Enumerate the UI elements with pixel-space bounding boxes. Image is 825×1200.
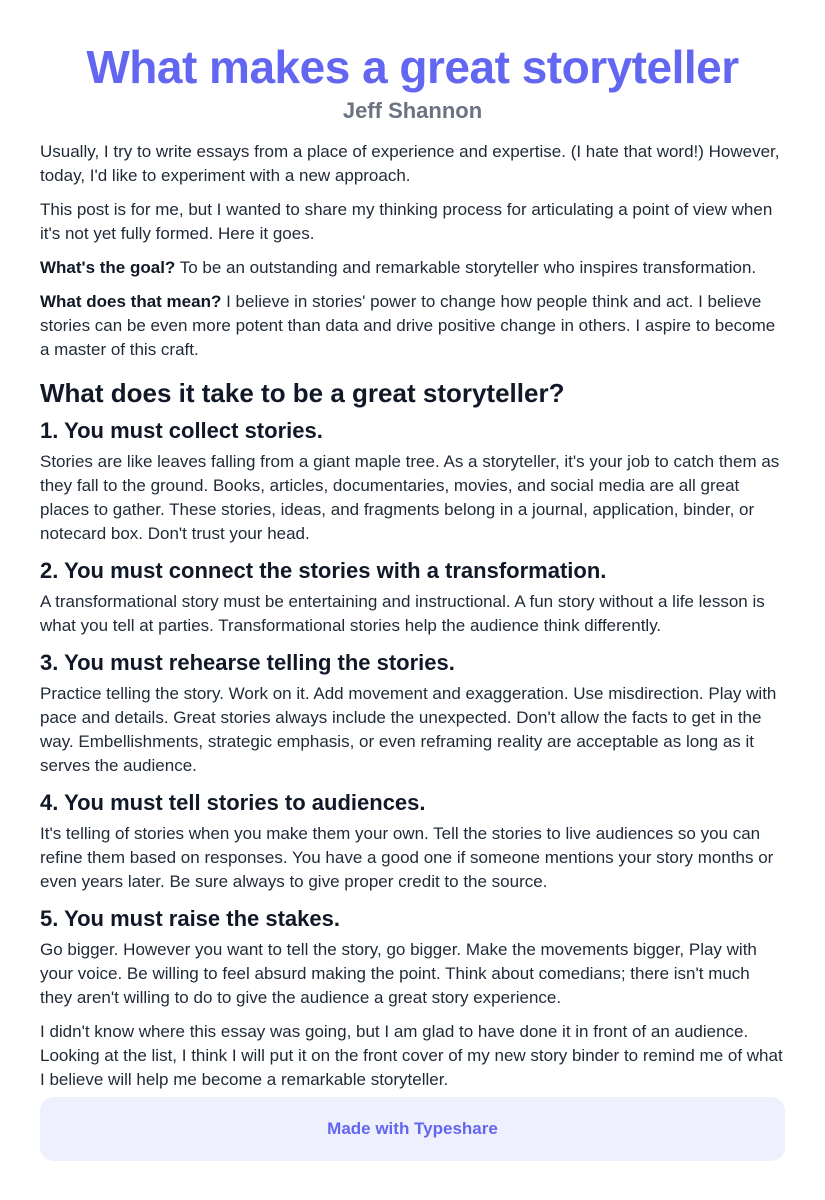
goal-paragraph — [40, 256, 785, 280]
meaning-label: What does that mean? — [40, 292, 222, 311]
section-body: It's telling of stories when you make them your own. Tell the stories to live audiences so you can refine them based on responses. You have a good one if someone mentions your story months or even years later. Be sure always to give proper credit to the source. — [40, 824, 774, 891]
section-heading: 3. You must rehearse telling the stories. — [40, 650, 455, 675]
goal-text: To be an outstanding and remarkable storyteller who inspires transformation. — [175, 258, 757, 277]
goal-label: What's the goal? — [40, 258, 176, 277]
section-heading: 1. You must collect stories. — [40, 418, 323, 443]
conclusion-paragraph: I didn't know where this essay was going, but I am glad to have done it in front of an audience. Looking at the list, I think I will put it on the front cover of my new story binder to remind me of what I believe will help me become a remarkable storyteller. — [40, 1022, 783, 1089]
main-heading: What does it take to be a great storyteller? — [40, 378, 565, 408]
section-connect — [40, 556, 785, 638]
intro-paragraph-1: Usually, I try to write essays from a place of experience and expertise. (I hate that word!) However, today, I'd like to experiment with a new approach. — [40, 142, 780, 185]
author-name: Jeff Shannon — [342, 98, 483, 123]
typeshare-footer[interactable] — [40, 1097, 785, 1161]
meaning-text: I believe in stories' power to change how people think and act. I believe stories can be even more potent than data and drive positive change in others. I aspire to become a master of this craft. — [40, 292, 776, 359]
section-body: Practice telling the story. Work on it. Add movement and exaggeration. Use misdirection. Play with pace and details. Great stories always include the unexpected. Don't allow the facts to get in the way. Embellishments, strategic emphasis, or even reframing reality are acceptable as long as it serves the audience. — [40, 684, 777, 775]
typeshare-credit-link[interactable]: Made with Typeshare — [327, 1119, 498, 1138]
section-heading: 2. You must connect the stories with a transformation. — [40, 558, 607, 583]
section-tell — [40, 788, 785, 894]
essay-title: What makes a great storyteller — [86, 41, 739, 93]
section-collect — [40, 416, 785, 546]
intro-paragraph-2: This post is for me, but I wanted to share my thinking process for articulating a point of view when it's not yet fully formed. Here it goes. — [40, 200, 773, 243]
section-raise-stakes — [40, 904, 785, 1010]
section-body: Stories are like leaves falling from a giant maple tree. As a storyteller, it's your job to catch them as they fall to the ground. Books, articles, documentaries, movies, and social media are all great places to gather. These stories, ideas, and fragments belong in a journal, application, binder, or notecard box. Don't trust your head. — [40, 452, 780, 543]
section-body: A transformational story must be entertaining and instructional. A fun story without a life lesson is what you tell at parties. Transformational stories help the audience think differently. — [40, 592, 765, 635]
section-body: Go bigger. However you want to tell the story, go bigger. Make the movements bigger, Play with your voice. Be willing to feel absurd making the point. Think about comedians; there isn't much they aren't willing to do to give the audience a great story experience. — [40, 940, 757, 1007]
meaning-paragraph — [40, 290, 785, 362]
section-heading: 5. You must raise the stakes. — [40, 906, 340, 931]
section-rehearse — [40, 648, 785, 778]
section-heading: 4. You must tell stories to audiences. — [40, 790, 426, 815]
